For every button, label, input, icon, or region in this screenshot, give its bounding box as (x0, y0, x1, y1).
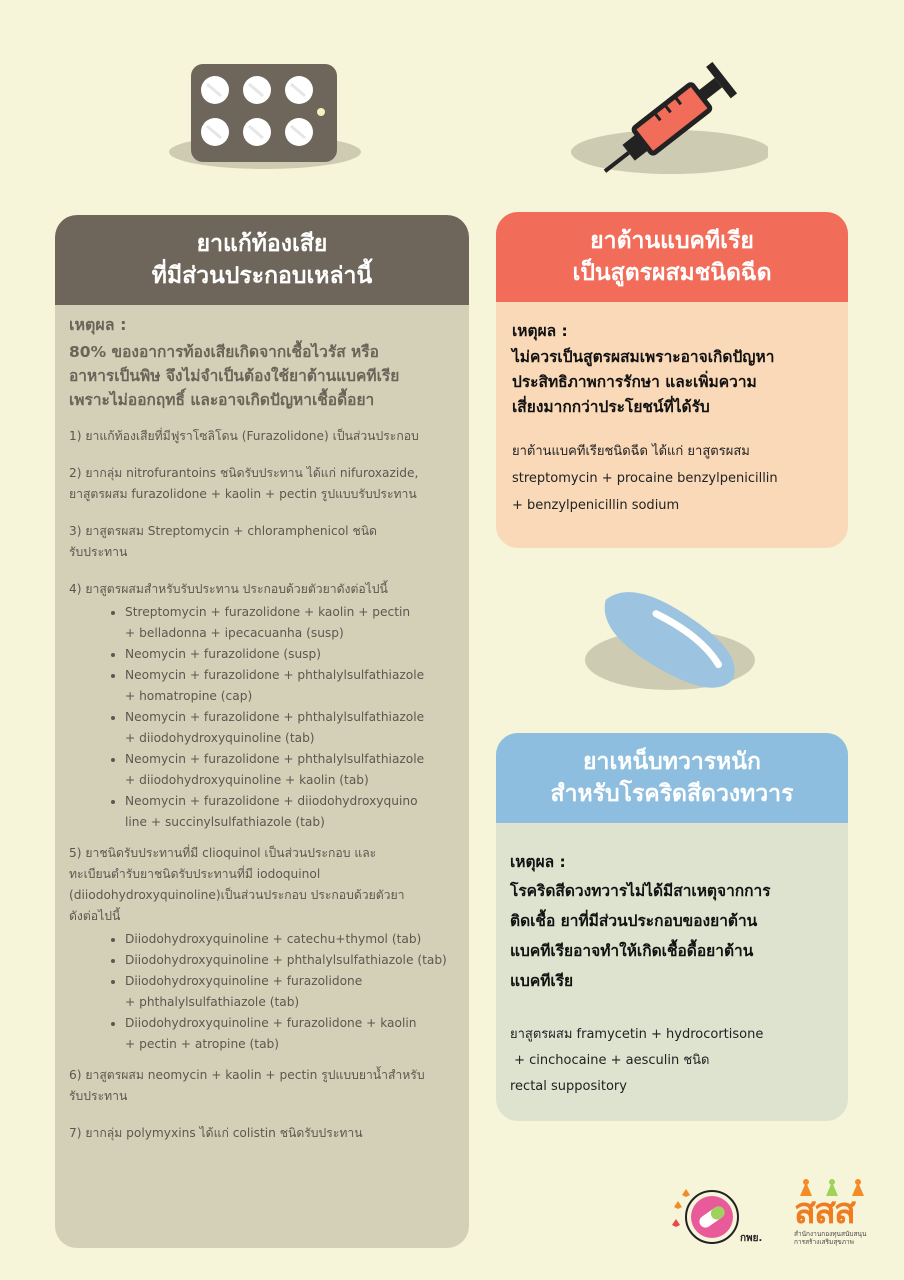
list-item: • Diiodohydroxyquinoline + furazolidone + phthalylsulfathiazole (tab) (125, 971, 457, 1013)
reason-label: เหตุผล : (510, 853, 566, 871)
reason-line: โรคริดสีดวงทวารไม่ได้มีสาเหตุจากการ (510, 882, 771, 900)
kpy-logo-icon (668, 1183, 748, 1247)
reason-text (510, 876, 834, 996)
card-title-line: ยาแก้ท้องเสีย (196, 231, 328, 257)
drug-item-6 (69, 1065, 457, 1107)
card-title-line: สำหรับโรคริดสีดวงทวาร (550, 781, 794, 807)
drug-item-line: 5) ยาชนิดรับประทานที่มี clioquinol เป็นส่วนประกอบ และ (69, 846, 377, 860)
drug-item-3 (69, 521, 457, 563)
suppository-icon (575, 582, 755, 702)
list-item: • Neomycin + furazolidone + phthalylsulfathiazole + homatropine (cap) (125, 665, 457, 707)
suppository-card-header (496, 733, 848, 823)
detail-line: + cinchocaine + aesculin ชนิด (510, 1053, 710, 1068)
card-title-line: ยาต้านแบคทีเรีย (590, 228, 754, 254)
drug-item-5-list (69, 929, 457, 1055)
list-item: • Diiodohydroxyquinoline + phthalylsulfathiazole (tab) (125, 950, 457, 971)
reason-line: ไม่ควรเป็นสูตรผสมเพราะอาจเกิดปัญหา (512, 348, 775, 366)
drug-item-7: 7) ยากลุ่ม polymyxins ได้แก่ colistin ชนิดรับประทาน (69, 1126, 363, 1140)
reason-line: แบคทีเรียอาจทำให้เกิดเชื้อดื้อยาต้าน (510, 942, 754, 960)
list-item: • Neomycin + furazolidone + phthalylsulfathiazole + diiodohydroxyquinoline (tab) (125, 707, 457, 749)
reason-line: 80% ของอาการท้องเสียเกิดจากเชื้อไวรัส หรือ (69, 343, 379, 361)
thaihealth-subtitle-line: การสร้างเสริมสุขภาพ (794, 1238, 854, 1246)
suppository-card (496, 733, 848, 1121)
thaihealth-logo-text: สสส (794, 1191, 854, 1232)
detail-line: ยาสูตรผสม framycetin + hydrocortisone (510, 1027, 764, 1042)
injectable-antibacterial-card (496, 212, 848, 548)
injectable-antibacterial-card-body (496, 302, 848, 519)
drug-item-line: ทะเบียนตำรับยาชนิดรับประทานที่มี iodoquinol (69, 867, 321, 881)
reason-line: เสี่ยงมากกว่าประโยชน์ที่ได้รับ (512, 398, 710, 416)
drug-item-line: รับประทาน (69, 545, 128, 559)
drug-item-2 (69, 463, 457, 505)
reason-text (69, 340, 457, 412)
reason-line: ประสิทธิภาพการรักษา และเพิ่มความ (512, 373, 757, 391)
detail-text (512, 438, 834, 519)
detail-line: + benzylpenicillin sodium (512, 498, 680, 513)
drug-item-line: 6) ยาสูตรผสม neomycin + kaolin + pectin รูปแบบยาน้ำสำหรับ (69, 1068, 425, 1082)
drug-item-5 (69, 843, 457, 927)
list-item: • Diiodohydroxyquinoline + catechu+thymol (tab) (125, 929, 457, 950)
thaihealth-subtitle-line: สำนักงานกองทุนสนับสนุน (794, 1230, 867, 1238)
drug-item-line: 3) ยาสูตรผสม Streptomycin + chloramphenicol ชนิด (69, 524, 377, 538)
drug-item-line: ยาสูตรผสม furazolidone + kaolin + pectin รูปแบบรับประทาน (69, 487, 417, 501)
list-item: • Neomycin + furazolidone + phthalylsulfathiazole + diiodohydroxyquinoline + kaolin (tab) (125, 749, 457, 791)
drug-item-1: 1) ยาแก้ท้องเสียที่มีฟูราโซลิโดน (Furazolidone) เป็นส่วนประกอบ (69, 429, 419, 443)
reason-label: เหตุผล : (512, 322, 568, 340)
suppository-card-body (496, 823, 848, 1100)
list-item: • Neomycin + furazolidone (susp) (125, 644, 457, 665)
injectable-antibacterial-card-header (496, 212, 848, 302)
detail-line: rectal suppository (510, 1079, 627, 1094)
drug-item-line: รับประทาน (69, 1089, 128, 1103)
reason-text (512, 345, 834, 420)
diarrhea-drugs-card-header (55, 215, 469, 305)
detail-line: ยาต้านแบคทีเรียชนิดฉีด ได้แก่ ยาสูตรผสม (512, 444, 750, 459)
syringe-icon (568, 62, 768, 182)
drug-item-4-list (69, 602, 457, 833)
list-item: • Streptomycin + furazolidone + kaolin + pectin + belladonna + ipecacuanha (susp) (125, 602, 457, 644)
detail-line: streptomycin + procaine benzylpenicillin (512, 471, 778, 486)
list-item: • Neomycin + furazolidone + diiodohydroxyquino line + succinylsulfathiazole (tab) (125, 791, 457, 833)
card-title-line: ที่มีส่วนประกอบเหล่านี้ (151, 263, 373, 289)
reason-line: แบคทีเรีย (510, 972, 574, 990)
pill-blister-icon (165, 60, 365, 170)
card-title-line: ยาเหน็บทวารหนัก (583, 749, 761, 775)
drug-item-4: 4) ยาสูตรผสมสำหรับรับประทาน ประกอบด้วยตัวยาดังต่อไปนี้ (69, 582, 388, 596)
reason-line: อาหารเป็นพิษ จึงไม่จำเป็นต้องใช้ยาต้านแบคทีเรีย (69, 367, 400, 385)
reason-line: ติดเชื้อ ยาที่มีส่วนประกอบของยาต้าน (510, 912, 758, 930)
card-title-line: เป็นสูตรผสมชนิดฉีด (572, 260, 772, 286)
drug-item-line: 2) ยากลุ่ม nitrofurantoins ชนิดรับประทาน ได้แก่ nifuroxazide, (69, 466, 419, 480)
list-item: • Diiodohydroxyquinoline + furazolidone + kaolin + pectin + atropine (tab) (125, 1013, 457, 1055)
thaihealth-logo (790, 1178, 890, 1250)
thaihealth-subtitle (794, 1230, 894, 1246)
detail-text (510, 1022, 834, 1100)
diarrhea-drugs-card-body (55, 305, 469, 1144)
kpy-logo (668, 1183, 772, 1247)
reason-label: เหตุผล : (69, 315, 127, 334)
kpy-logo-text: กพย. (740, 1233, 763, 1244)
drug-item-line: (diiodohydroxyquinoline)เป็นส่วนประกอบ ประกอบด้วยตัวยา (69, 888, 405, 902)
diarrhea-drugs-card (55, 215, 469, 1248)
reason-line: เพราะไม่ออกฤทธิ์ และอาจเกิดปัญหาเชื้อดื้อยา (69, 391, 375, 409)
drug-item-line: ดังต่อไปนี้ (69, 909, 121, 923)
